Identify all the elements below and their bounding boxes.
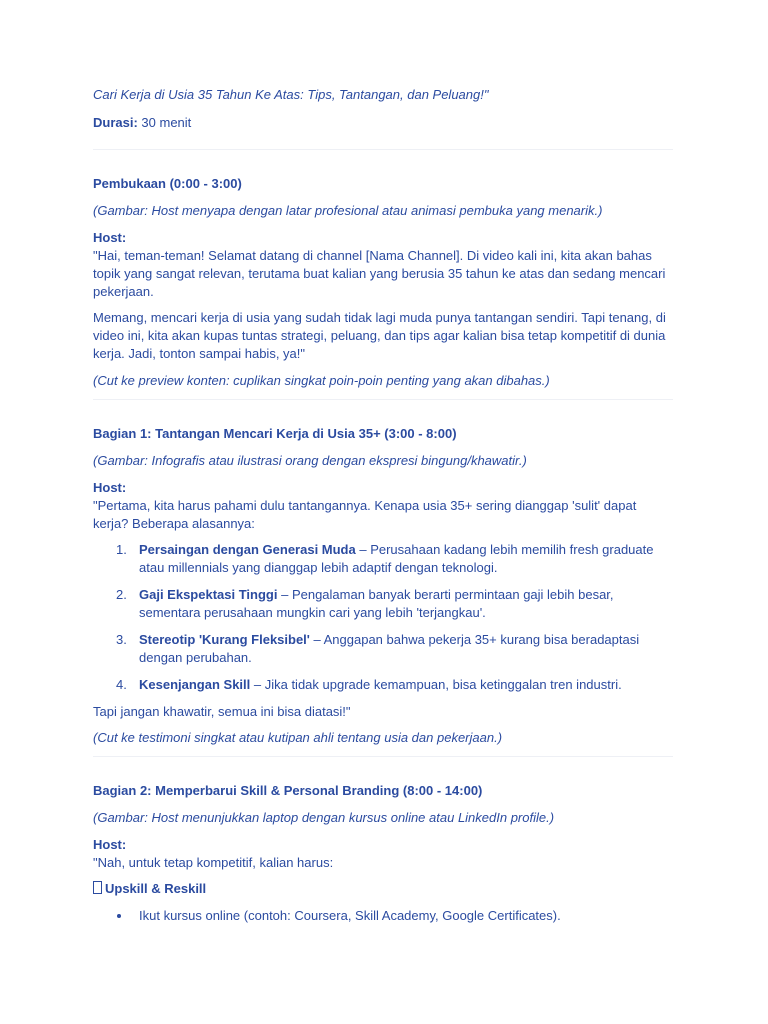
subheading-upskill xyxy=(93,880,673,898)
image-note: (Gambar: Host menyapa dengan latar profesional atau animasi pembuka yang menarik.) xyxy=(93,203,603,218)
list-number: 2. xyxy=(116,587,127,602)
list-number: 4. xyxy=(116,677,127,692)
document-page xyxy=(93,86,673,925)
list-item-text: – Anggapan bahwa pekerja 35+ kurang bisa beradaptasi dengan perubahan. xyxy=(139,632,640,665)
document-title: Cari Kerja di Usia 35 Tahun Ke Atas: Tips, Tantangan, dan Peluang!" xyxy=(93,87,489,102)
list-number: 1. xyxy=(116,542,127,557)
section-heading-part1: Bagian 1: Tantangan Mencari Kerja di Usia 35+ (3:00 - 8:00) xyxy=(93,426,457,441)
host-label: Host: xyxy=(93,480,127,495)
host-label: Host: xyxy=(93,230,127,245)
subheading-label: Upskill & Reskill xyxy=(105,881,207,896)
divider xyxy=(93,149,673,150)
list-number: 3. xyxy=(116,632,127,647)
duration-label: Durasi: xyxy=(93,115,138,130)
list-item-title: Stereotip 'Kurang Fleksibel' xyxy=(139,632,310,647)
host-paragraph: Memang, mencari kerja di usia yang sudah tidak lagi muda punya tantangan sendiri. Tapi tenang, di video ini, kita akan kupas tuntas strategi, peluang, dan tips agar kalian bisa tetap kompetitif di dunia kerja. Jadi, tonton sampai habis, ya!" xyxy=(93,310,666,361)
list-item xyxy=(93,541,673,577)
divider xyxy=(93,399,673,400)
image-note: (Gambar: Infografis atau ilustrasi orang dengan ekspresi bingung/khawatir.) xyxy=(93,453,527,468)
list-item-text: – Pengalaman banyak berarti permintaan gaji lebih besar, sementara perusahaan mungkin cari yang lebih 'terjangkau'. xyxy=(139,587,614,620)
duration-line xyxy=(93,114,673,132)
cut-note: (Cut ke preview konten: cuplikan singkat poin-poin penting yang akan dibahas.) xyxy=(93,373,550,388)
checkbox-icon xyxy=(93,881,102,894)
challenge-list xyxy=(93,541,673,694)
bullet-text: Ikut kursus online (contoh: Coursera, Skill Academy, Google Certificates). xyxy=(139,908,561,923)
image-note: (Gambar: Host menunjukkan laptop dengan kursus online atau LinkedIn profile.) xyxy=(93,810,555,825)
list-item xyxy=(93,586,673,622)
duration-value: 30 menit xyxy=(141,115,192,130)
list-item-text: – Jika tidak upgrade kemampuan, bisa ketinggalan tren industri. xyxy=(250,677,622,692)
list-item-text: – Perusahaan kadang lebih memilih fresh graduate atau millennials yang dianggap lebih adaptif dengan teknologi. xyxy=(139,542,654,575)
host-paragraph: "Hai, teman-teman! Selamat datang di channel [Nama Channel]. Di video kali ini, kita akan bahas topik yang sangat relevan, terutama buat kalian yang berusia 35 tahun ke atas dan sedang mencari pekerjaan. xyxy=(93,248,666,299)
list-item-title: Persaingan dengan Generasi Muda xyxy=(139,542,356,557)
host-paragraph: "Pertama, kita harus pahami dulu tantangannya. Kenapa usia 35+ sering dianggap 'sulit' dapat kerja? Beberapa alasannya: xyxy=(93,498,637,531)
divider xyxy=(93,756,673,757)
host-paragraph: Tapi jangan khawatir, semua ini bisa diatasi!" xyxy=(93,704,351,719)
bullet-icon xyxy=(117,914,121,918)
host-label: Host: xyxy=(93,837,127,852)
list-item xyxy=(93,907,673,925)
section-heading-opening: Pembukaan (0:00 - 3:00) xyxy=(93,176,242,191)
cut-note: (Cut ke testimoni singkat atau kutipan ahli tentang usia dan pekerjaan.) xyxy=(93,730,503,745)
section-heading-part2: Bagian 2: Memperbarui Skill & Personal Branding (8:00 - 14:00) xyxy=(93,783,483,798)
list-item xyxy=(93,676,673,694)
list-item xyxy=(93,631,673,667)
list-item-title: Kesenjangan Skill xyxy=(139,677,251,692)
host-paragraph: "Nah, untuk tetap kompetitif, kalian harus: xyxy=(93,855,334,870)
list-item-title: Gaji Ekspektasi Tinggi xyxy=(139,587,278,602)
upskill-list xyxy=(93,907,673,925)
